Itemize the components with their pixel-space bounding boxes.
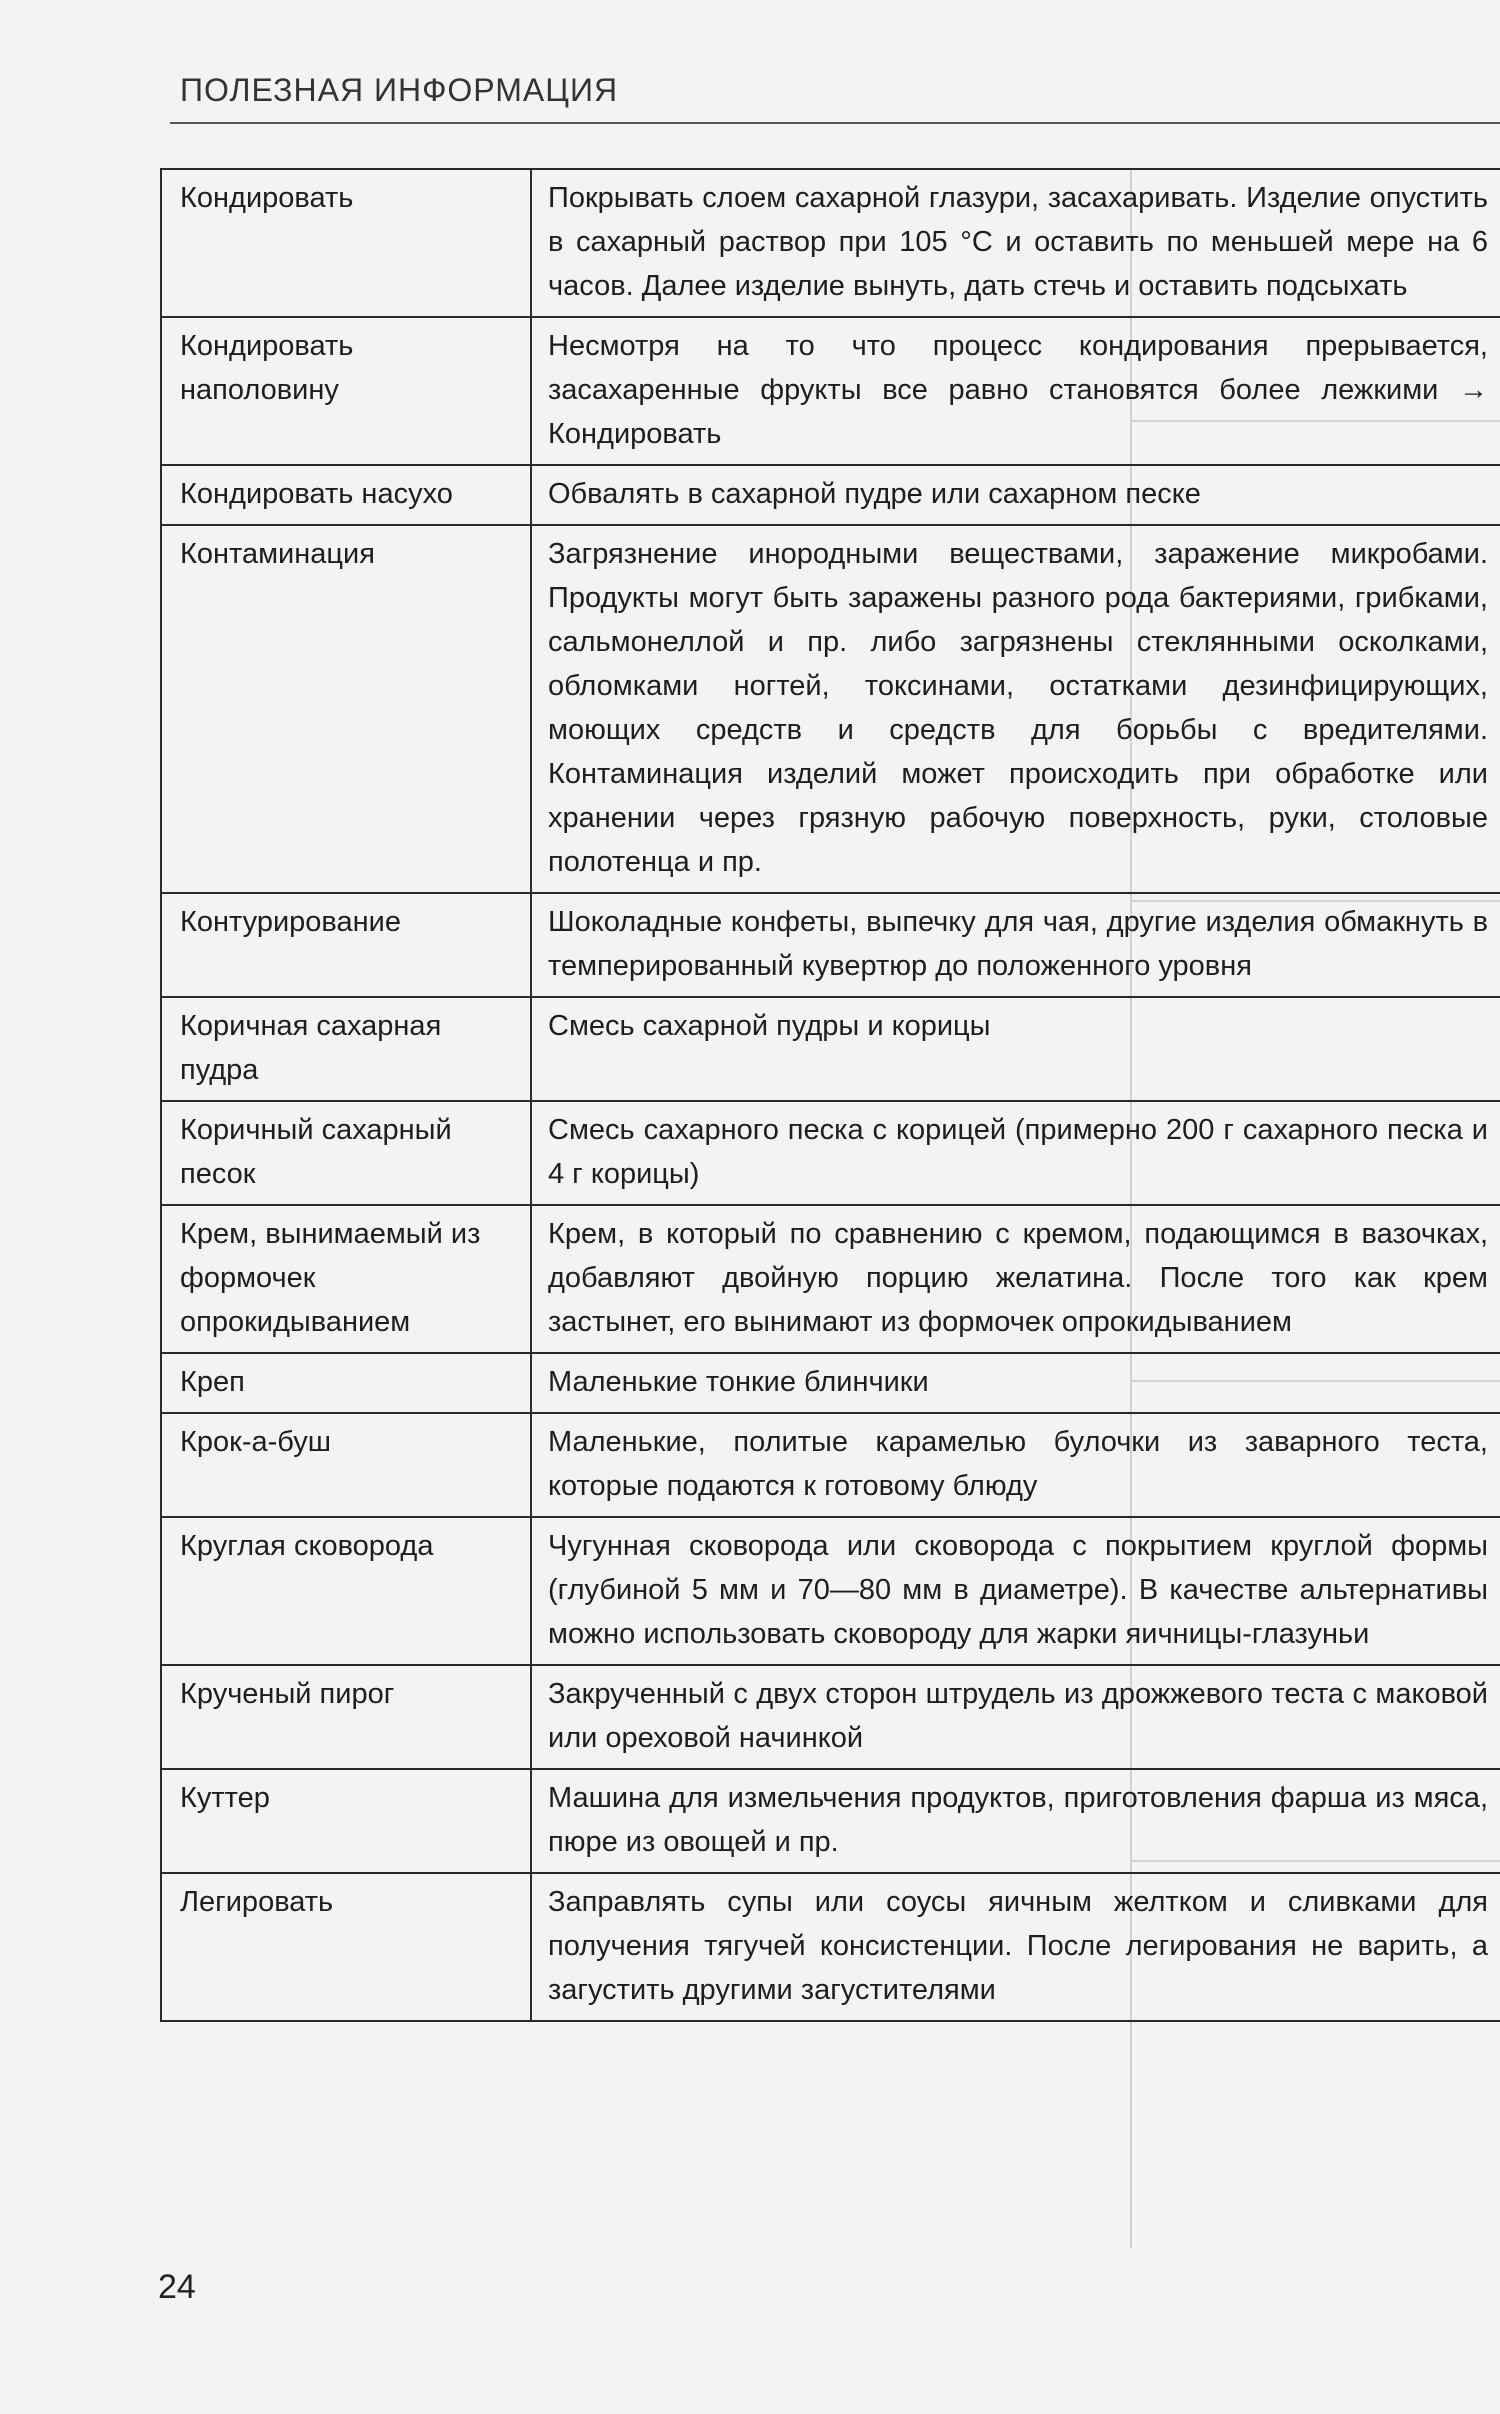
table-row <box>161 465 1500 525</box>
term-cell: Коричный сахарный песок <box>161 1101 531 1205</box>
definition-cell: Маленькие тонкие блинчики <box>531 1353 1500 1413</box>
table-row <box>161 525 1500 893</box>
table-row <box>161 893 1500 997</box>
table-row <box>161 997 1500 1101</box>
table-row <box>161 1665 1500 1769</box>
definition-cell: Загрязнение инородными веществами, заражение микробами. Продукты могут быть заражены разного рода бактериями, грибками, сальмонеллой и пр. либо загрязнены стеклянными осколками, обломками ногтей, токсинами, остатками дезинфицирующих, моющих средств и средств для борьбы с вредителями. Контаминация изделий может происходить при обработке или хранении через грязную рабочую поверхность, руки, столовые полотенца и пр. <box>531 525 1500 893</box>
table-row <box>161 1873 1500 2021</box>
table-row <box>161 1769 1500 1873</box>
definition-cell: Крем, в который по сравнению с кремом, подающимся в вазочках, добавляют двойную порцию желатина. После того как крем застынет, его вынимают из формочек опрокидыванием <box>531 1205 1500 1353</box>
page-number: 24 <box>158 2268 196 2306</box>
glossary-table-container <box>160 168 1500 2022</box>
term-cell: Кондировать насухо <box>161 465 531 525</box>
definition-cell: Шоколадные конфеты, выпечку для чая, другие изделия обмакнуть в темперированный кувертюр до положенного уровня <box>531 893 1500 997</box>
term-cell: Куттер <box>161 1769 531 1873</box>
term-cell: Креп <box>161 1353 531 1413</box>
header-rule <box>170 122 1500 124</box>
glossary-body <box>161 169 1500 2021</box>
table-row <box>161 1101 1500 1205</box>
term-cell: Легировать <box>161 1873 531 2021</box>
definition-cell: Заправлять супы или соусы яичным желтком и сливками для получения тягучей консистенции. После легирования не варить, а загустить другими загустителями <box>531 1873 1500 2021</box>
term-cell: Контурирование <box>161 893 531 997</box>
term-cell: Коричная сахарная пудра <box>161 997 531 1101</box>
term-cell: Контаминация <box>161 525 531 893</box>
table-row <box>161 317 1500 465</box>
definition-cell: Маленькие, политые карамелью булочки из заварного теста, которые подаются к готовому блюду <box>531 1413 1500 1517</box>
table-row <box>161 1413 1500 1517</box>
definition-cell: Смесь сахарного песка с корицей (примерно 200 г сахарного песка и 4 г корицы) <box>531 1101 1500 1205</box>
glossary-table <box>160 168 1500 2022</box>
term-cell: Кондировать <box>161 169 531 317</box>
definition-cell: Смесь сахарной пудры и корицы <box>531 997 1500 1101</box>
term-cell: Крем, вынимаемый из формочек опрокидыванием <box>161 1205 531 1353</box>
table-row <box>161 1205 1500 1353</box>
definition-cell: Обвалять в сахарной пудре или сахарном песке <box>531 465 1500 525</box>
page-header: ПОЛЕЗНАЯ ИНФОРМАЦИЯ <box>180 72 619 108</box>
term-cell: Крученый пирог <box>161 1665 531 1769</box>
term-cell: Кондировать наполовину <box>161 317 531 465</box>
definition-cell: Несмотря на то что процесс кондирования прерывается, засахаренные фрукты все равно становятся более лежкими → Кондировать <box>531 317 1500 465</box>
table-row <box>161 1353 1500 1413</box>
term-cell: Круглая сковорода <box>161 1517 531 1665</box>
table-row <box>161 1517 1500 1665</box>
definition-cell: Машина для измельчения продуктов, приготовления фарша из мяса, пюре из овощей и пр. <box>531 1769 1500 1873</box>
definition-cell: Покрывать слоем сахарной глазури, засахаривать. Изделие опустить в сахарный раствор при 105 °С и оставить по меньшей мере на 6 часов. Далее изделие вынуть, дать стечь и оставить подсыхать <box>531 169 1500 317</box>
term-cell: Крок-а-буш <box>161 1413 531 1517</box>
definition-cell: Чугунная сковорода или сковорода с покрытием круглой формы (глубиной 5 мм и 70—80 мм в диаметре). В качестве альтернативы можно использовать сковороду для жарки яичницы-глазуньи <box>531 1517 1500 1665</box>
table-row <box>161 169 1500 317</box>
definition-cell: Закрученный с двух сторон штрудель из дрожжевого теста с маковой или ореховой начинкой <box>531 1665 1500 1769</box>
